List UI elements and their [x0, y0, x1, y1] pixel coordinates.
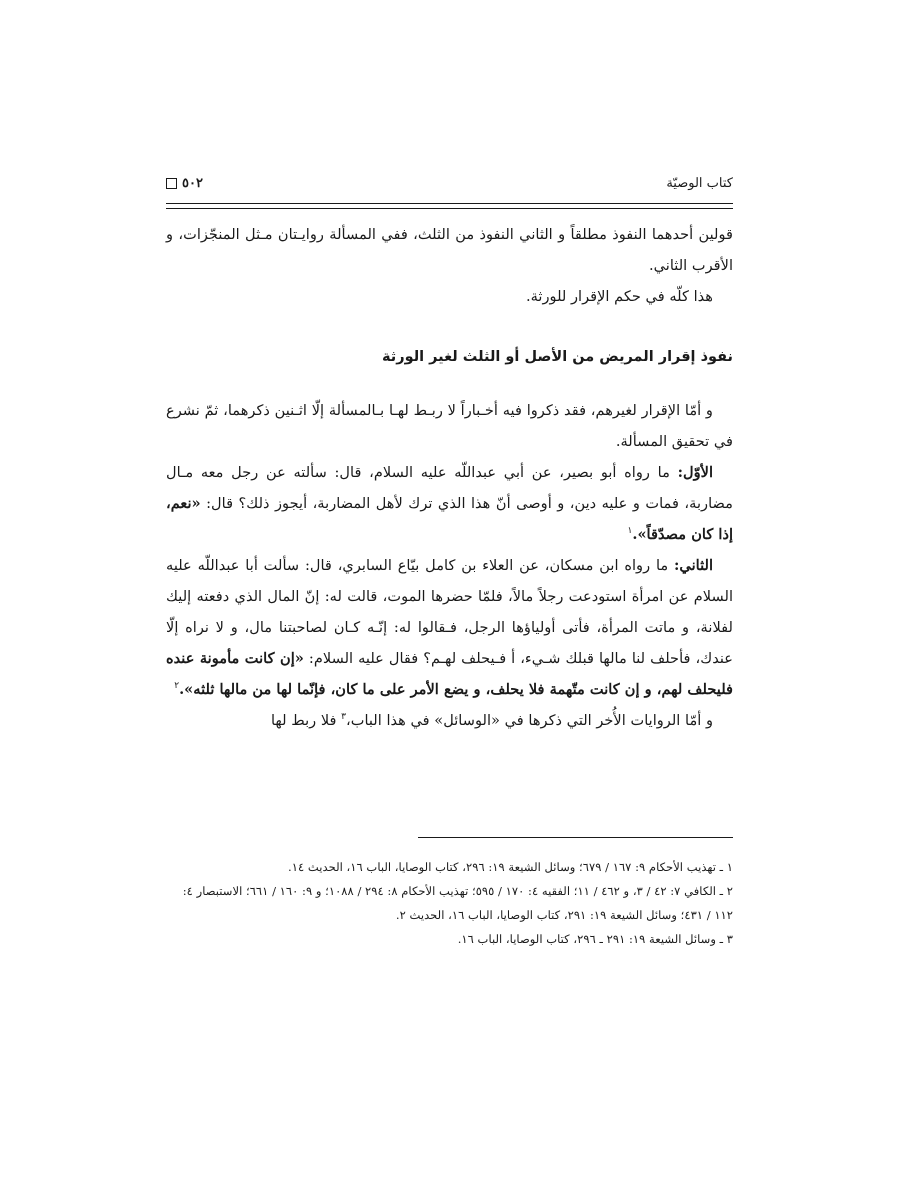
section-heading: نفوذ إقرار المريض من الأصل أو الثلث لغير الورثة [382, 349, 733, 365]
page-number-group [166, 176, 203, 191]
footnotes [166, 855, 733, 951]
footnote: ٣ ـ وسائل الشيعة ١٩: ٢٩١ ـ ٢٩٦، كتاب الوصايا، الباب ١٦. [457, 932, 733, 946]
footnote: ١ ـ تهذيب الأحكام ٩: ١٦٧ / ٦٧٩؛ وسائل الشيعة ١٩: ٢٩٦، كتاب الوصايا، الباب ١٦، الحديث ١٤. [288, 860, 733, 874]
narration-quote: «إن كانت مأمونة عنده فليحلف لهم، و إن كانت متّهمة فلا يحلف، و يضع الأمر على ما كان، فإنّما لها من مالها ثلثه». [166, 650, 733, 698]
footnote-marker: ٣ [341, 712, 346, 723]
paragraph-text: و أمّا الإقرار لغيرهم، فقد ذكروا فيه أخـباراً لا ربـط لهـا بـالمسألة إلّا اثـنين ذكرهما، ثمّ نشرع في تحقيق المسألة. [166, 402, 733, 450]
narration-text: ما رواه أبو بصير، عن أبي عبداللّه عليه السلام، قال: سألته عن رجل معه مـال مضاربة، فمات و عليه دين، و أوصى أنّ هذا الذي ترك لأهل المضاربة، أيجوز ذلك؟ قال: [166, 464, 733, 512]
paragraph [166, 395, 733, 457]
footnote-separator [418, 837, 733, 838]
narration-quote: «نعم، إذا كان مصدّقاً». [166, 495, 733, 543]
running-header [166, 176, 733, 200]
narration-label: الأوّل: [677, 464, 713, 481]
narration-text: ما رواه ابن مسكان، عن العلاء بن كامل بيّاع السابري، قال: سألت أبا عبداللّه عليه السلام عن امرأة استودعت رجلاً مالاً، فلمّا حضرها الموت، قالت له: إنّ المال الذي دفعته إليك لفلانة، و ماتت المرأة، فأتى أولياؤها الرجل، فـقالوا له: إنّـه كـان لصاحبتنا مال، و لا نراه إلّا عندك، فأحلف لنا مالها قبلك شـيء، أ فـيحلف لهـم؟ فقال عليه السلام: [166, 557, 733, 667]
square-bullet-icon [166, 178, 177, 189]
paragraph-second-narration [166, 550, 733, 705]
paragraph-text: فلا ربط لها [270, 712, 342, 729]
book-title: كتاب الوصيّة [666, 176, 733, 191]
paragraph: قولين أحدهما النفوذ مطلقاً و الثاني النفوذ من الثلث، ففي المسألة روايـتان مـثل المنجّزات، و الأقرب الثاني. [166, 226, 733, 274]
footnote-marker: ٢ [174, 681, 180, 692]
narration-label: الثاني: [674, 557, 713, 574]
paragraph: هذا كلّه في حكم الإقرار للورثة. [525, 288, 713, 305]
paragraph [166, 705, 733, 736]
main-text [166, 219, 733, 736]
header-double-rule [166, 203, 733, 209]
paragraph-first-narration [166, 457, 733, 550]
page-number: ٥٠٢ [182, 176, 203, 191]
footnote: ٢ ـ الكافي ٧: ٤٢ / ٣، و ٤٦٢ / ١١؛ الفقيه ٤: ١٧٠ / ٥٩٥؛ تهذيب الأحكام ٨: ٢٩٤ / ١٠٨٨؛ و ٩: ١٦٠ / ٦٦١؛ الاستبصار ٤: ١١٢ / ٤٣١؛ وسائل الشيعة ١٩: ٢٩١، كتاب الوصايا، الباب ١٦، الحديث ٢. [182, 884, 733, 922]
paragraph-text: و أمّا الروايات الأُخر التي ذكرها في «الوسائل» في هذا الباب، [346, 712, 713, 729]
footnote-marker: ١ [627, 526, 633, 537]
